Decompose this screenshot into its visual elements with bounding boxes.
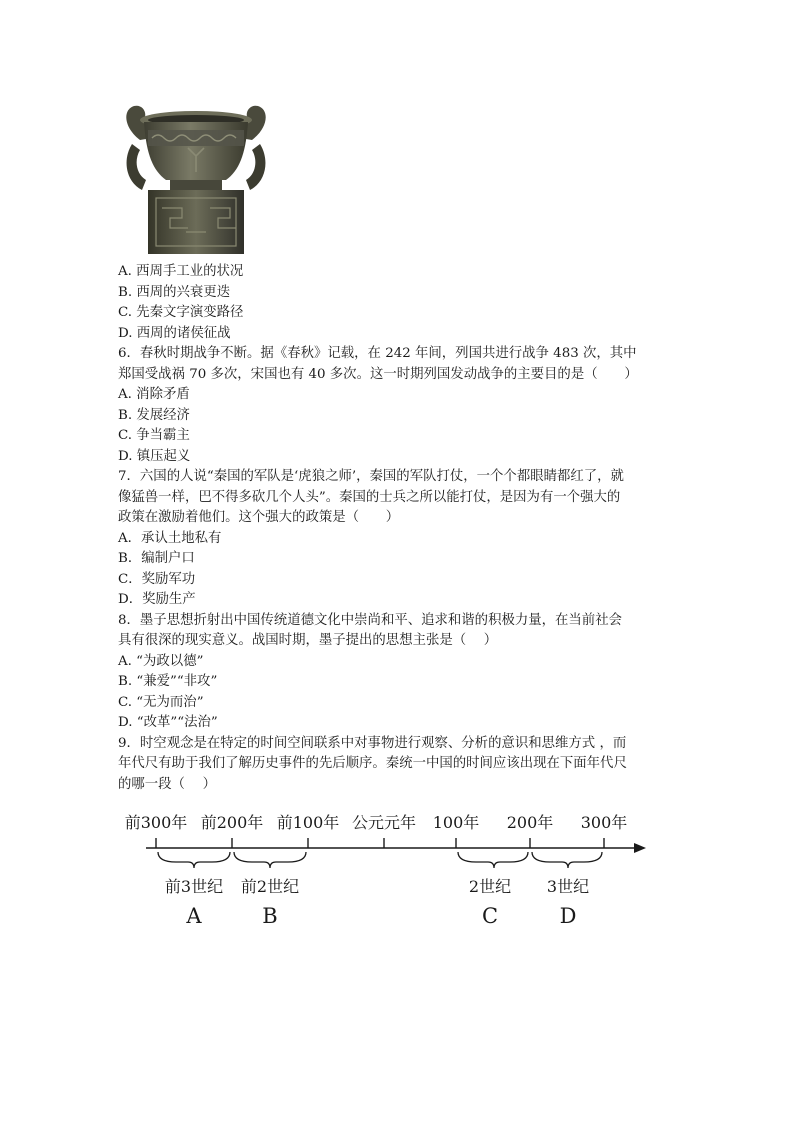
question7	[118, 467, 678, 611]
tick-label: 100年	[432, 813, 480, 832]
option-a: A. 西周手工业的状况	[118, 264, 244, 279]
segment-labels	[165, 877, 589, 896]
segment-brackets	[158, 852, 602, 868]
option-c: C. 先秦文字演变路径	[118, 305, 244, 320]
question-stem: 具有很深的现实意义。战国时期，墨子提出的思想主张是（ ）	[118, 633, 498, 648]
bronze-vessel-image	[118, 100, 274, 256]
segment-letters	[185, 904, 576, 928]
option-d: D. 西周的诸侯征战	[118, 325, 231, 341]
option-a: A．承认土地私有	[118, 530, 222, 546]
option-a: A. 消除矛盾	[118, 387, 190, 402]
tick-label: 200年	[506, 813, 554, 832]
option-d: D. 镇压起义	[118, 448, 191, 464]
option-b: B. 西周的兴衰更迭	[118, 284, 231, 300]
option-c: C. “无为而治”	[118, 694, 204, 710]
segment-label: 2世纪	[468, 877, 512, 896]
option-c: C. 争当霸主	[118, 428, 190, 443]
segment-letter: B	[262, 904, 278, 928]
option-d: D. “改革”“法治”	[118, 715, 218, 730]
option-c: C．奖励军功	[118, 571, 196, 587]
segment-letter: D	[559, 904, 577, 928]
question-stem: 像猛兽一样，巴不得多砍几个人头”。秦国的士兵之所以能打仗，是因为有一个强大的	[118, 489, 621, 505]
option-d: D．奖励生产	[118, 592, 196, 607]
question9	[118, 734, 678, 796]
tick-label: 公元元年	[351, 813, 417, 832]
timeline-ruler	[118, 806, 658, 936]
question-stem: 8．墨子思想折射出中国传统道德文化中崇尚和平、追求和谐的积极力量，在当前社会	[118, 612, 622, 628]
question6	[118, 344, 678, 467]
segment-letter: C	[481, 904, 499, 928]
questions	[118, 262, 678, 795]
tick-label: 前200年	[200, 813, 264, 832]
tick-label: 300年	[580, 813, 628, 832]
segment-letter: A	[186, 904, 202, 928]
option-b: B. 发展经济	[118, 407, 190, 423]
question-stem: 6．春秋时期战争不断。据《春秋》记载，在 242 年间，列国共进行战争 483 次，其中	[118, 346, 637, 361]
option-a: A. “为政以德”	[118, 653, 204, 669]
segment-label: 前3世纪	[164, 877, 224, 896]
option-b: B. “兼爱”“非攻”	[118, 674, 218, 689]
segment-label: 前2世纪	[240, 877, 300, 896]
question-stem: 的哪一段（ ）	[118, 776, 216, 792]
question-stem: 年代尺有助于我们了解历史事件的先后顺序。秦统一中国的时间应该出现在下面年代尺	[118, 756, 627, 771]
tick-label: 前100年	[276, 813, 340, 832]
question-stem: 政策在激励着他们。这个强大的政策是（ ）	[118, 510, 400, 525]
question8	[118, 611, 678, 734]
tick-marks	[156, 838, 604, 848]
segment-label: 3世纪	[546, 877, 590, 896]
question-stem: 7．六国的人说“秦国的军队是‘虎狼之师’，秦国的军队打仗，一个个都眼睛都红了，就	[118, 469, 624, 484]
question-stem: 郑国受战祸 70 多次，宋国也有 40 多次。这一时期列国发动战争的主要目的是（ ）	[118, 366, 638, 382]
arrow-icon	[634, 843, 646, 853]
question-stem: 9．时空观念是在特定的时间空间联系中对事物进行观察、分析的意识和思维方式 ，而	[118, 735, 627, 751]
question5-options	[118, 262, 678, 344]
tick-label: 前300年	[124, 813, 188, 832]
timeline-ticks	[125, 813, 628, 832]
option-b: B．编制户口	[118, 551, 195, 566]
